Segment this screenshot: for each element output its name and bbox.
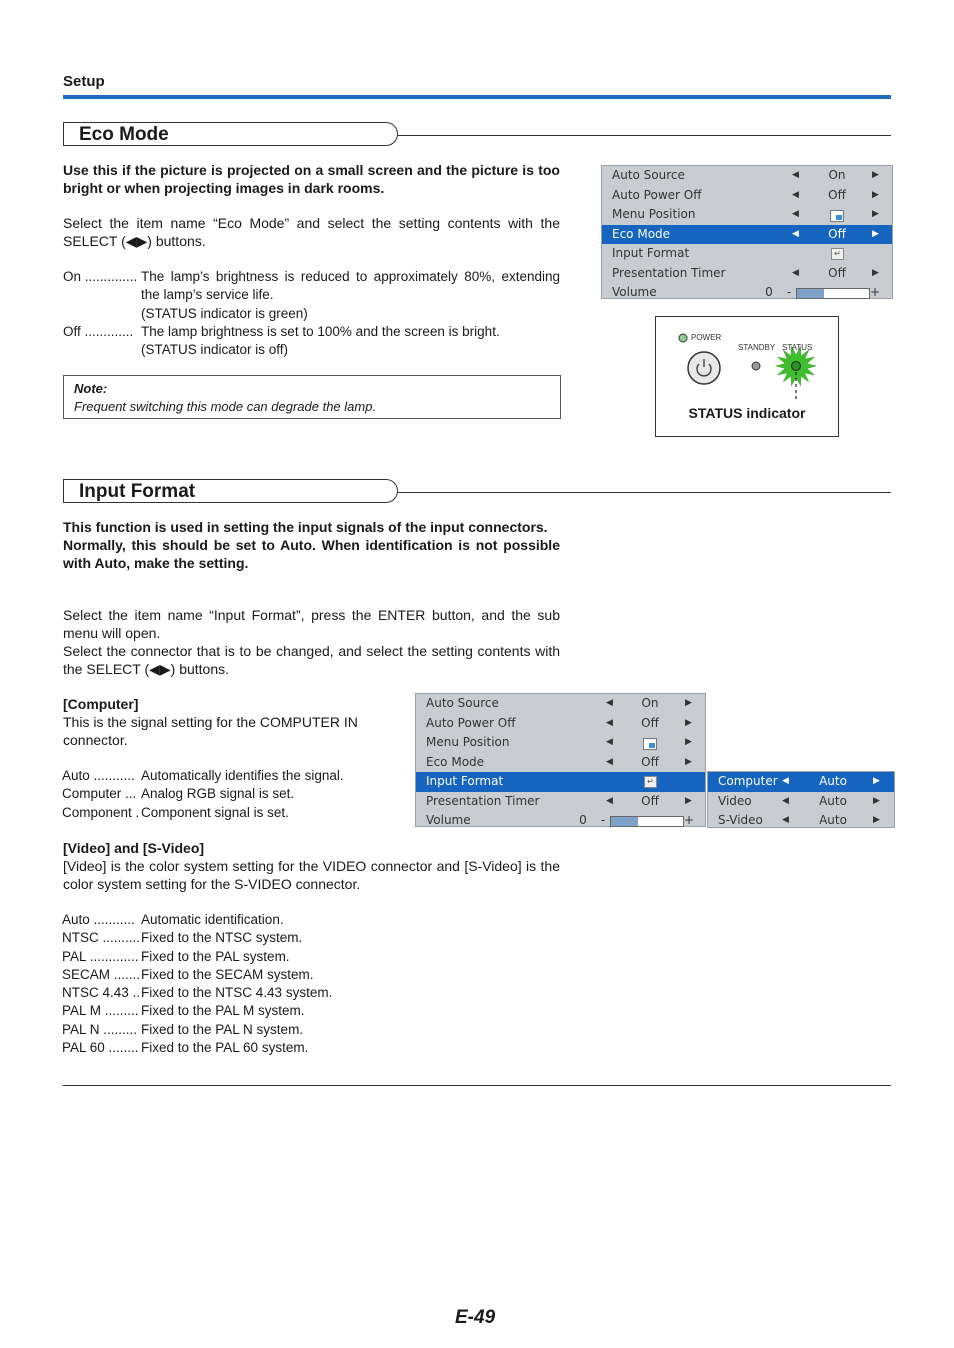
osd-row-value: On xyxy=(641,696,659,710)
option-term: Component . xyxy=(62,804,140,820)
note-label: Note: xyxy=(74,381,108,396)
eco-option-on xyxy=(63,268,560,323)
osd-row-label: Auto Source xyxy=(612,168,685,182)
status-indicator-caption: STATUS indicator xyxy=(688,405,806,421)
option-term: PAL ............. xyxy=(62,948,139,964)
option-term: NTSC .......... xyxy=(62,930,141,946)
power-led-icon xyxy=(679,334,687,342)
page-number: E-49 xyxy=(455,1307,496,1328)
select-right-icon[interactable]: ▶ xyxy=(685,756,692,767)
note-text: Frequent switching this mode can degrade the lamp. xyxy=(74,399,377,414)
select-left-icon[interactable]: ◀ xyxy=(792,267,799,278)
osd-row-label: Volume xyxy=(612,285,657,299)
video-option xyxy=(62,966,402,984)
eco-mode-title-line xyxy=(398,135,891,136)
select-right-icon[interactable]: ▶ xyxy=(872,170,879,180)
option-desc: Fixed to the NTSC 4.43 system. xyxy=(141,985,333,1001)
osd-row-label: Volume xyxy=(426,813,471,827)
video-text: [Video] is the color system setting for the VIDEO connector and [S-Video] is the color system setting for the S-VIDEO connector. xyxy=(63,858,560,892)
computer-text: This is the signal setting for the COMPUTER IN connector. xyxy=(63,714,358,748)
option-desc: Fixed to the PAL system. xyxy=(141,948,290,964)
osd-menu-row[interactable] xyxy=(708,772,894,792)
osd-row-label: Auto Power Off xyxy=(426,715,516,730)
osd-menu-row[interactable] xyxy=(416,792,705,812)
computer-option xyxy=(62,804,402,822)
osd-row-label: Auto Power Off xyxy=(612,187,702,202)
select-left-icon[interactable]: ◀ xyxy=(606,717,613,728)
osd-menu-row[interactable] xyxy=(708,792,894,812)
input-format-title: Input Format xyxy=(63,479,398,503)
option-term: PAL 60 ........ xyxy=(62,1040,139,1056)
status-led-icon xyxy=(792,362,801,371)
eco-option-desc-text: The lamp’s brightness is reduced to approximately 80%, extending the lamp’s service life. xyxy=(141,269,560,303)
video-option xyxy=(62,948,402,966)
option-desc: Fixed to the SECAM system. xyxy=(141,966,314,982)
option-desc: Component signal is set. xyxy=(141,804,289,820)
volume-minus[interactable]: - xyxy=(600,813,606,827)
volume-slider-fill xyxy=(797,289,824,298)
osd-row-value: Off xyxy=(641,715,659,730)
input-format-intro-1: This function is used in setting the input signals of the input connectors. xyxy=(63,519,548,535)
eco-mode-instruction: Select the item name “Eco Mode” and select the setting contents with the SELECT (◀▶) buttons. xyxy=(63,215,560,249)
osd-row-value: On xyxy=(828,168,846,182)
osd-row-value: Auto xyxy=(819,793,847,808)
eco-option-desc xyxy=(141,268,560,323)
select-left-icon[interactable]: ◀ xyxy=(606,698,613,708)
select-left-icon[interactable]: ◀ xyxy=(782,795,789,806)
osd-menu-row[interactable] xyxy=(416,694,705,714)
eco-option-term: Off ............. xyxy=(63,323,134,339)
eco-mode-intro: Use this if the picture is projected on a small screen and the picture is too bright or when projecting images in dark rooms. xyxy=(63,162,560,196)
osd-row-label: S-Video xyxy=(718,813,763,827)
osd-row-label: Computer xyxy=(718,774,778,788)
option-term: NTSC 4.43 .. xyxy=(62,985,141,1001)
select-left-icon[interactable]: ◀ xyxy=(792,170,799,180)
menu-position-icon xyxy=(643,738,657,750)
osd-row-value: Auto xyxy=(819,774,847,788)
volume-value: 0 xyxy=(579,813,587,827)
osd-menu-row[interactable] xyxy=(708,811,894,831)
select-left-icon[interactable]: ◀ xyxy=(606,737,613,747)
power-button-icon xyxy=(688,352,720,384)
video-option xyxy=(62,984,402,1002)
computer-option xyxy=(62,785,402,803)
select-right-icon[interactable]: ▶ xyxy=(872,209,879,219)
select-left-icon[interactable]: ◀ xyxy=(792,228,799,239)
osd-row-label: Presentation Timer xyxy=(612,265,726,280)
select-right-icon[interactable]: ▶ xyxy=(685,698,692,708)
computer-heading: [Computer] xyxy=(63,696,139,712)
osd-menu-row[interactable] xyxy=(602,166,892,186)
option-term: Auto ........... xyxy=(62,912,135,927)
eco-mode-note xyxy=(63,375,561,419)
volume-slider[interactable] xyxy=(796,288,870,299)
standby-led-icon xyxy=(752,362,760,370)
eco-option-sub: (STATUS indicator is green) xyxy=(141,305,308,321)
osd-row-label: Eco Mode xyxy=(426,754,485,769)
enter-icon[interactable]: ↵ xyxy=(644,776,657,788)
header-rule xyxy=(63,95,891,99)
video-option xyxy=(62,929,402,947)
osd-menu-row[interactable] xyxy=(416,811,705,831)
computer-block xyxy=(63,695,403,749)
menu-position-icon xyxy=(830,210,844,222)
select-right-icon[interactable]: ▶ xyxy=(873,776,880,786)
option-term: PAL M ......... xyxy=(62,1003,139,1019)
osd-row-label: Auto Source xyxy=(426,696,499,710)
input-format-instructions xyxy=(63,606,560,678)
option-desc: Analog RGB signal is set. xyxy=(141,786,295,802)
osd-menu-row[interactable] xyxy=(416,733,705,753)
eco-option-off xyxy=(63,323,560,360)
select-right-icon[interactable]: ▶ xyxy=(873,795,880,806)
standby-label: STANDBY xyxy=(738,343,776,352)
power-label: POWER xyxy=(691,333,722,342)
select-right-icon[interactable]: ▶ xyxy=(685,795,692,806)
input-format-title-line xyxy=(398,492,891,493)
select-right-icon[interactable]: ▶ xyxy=(873,815,880,825)
select-right-icon[interactable]: ▶ xyxy=(872,189,879,200)
volume-plus[interactable]: + xyxy=(684,813,695,827)
input-format-instruction-1: Select the item name “Input Format”, press the ENTER button, and the sub menu will open. xyxy=(63,607,560,641)
osd-menu-row[interactable] xyxy=(416,772,705,792)
select-right-icon[interactable]: ▶ xyxy=(872,228,879,239)
eco-option-desc xyxy=(141,323,560,360)
osd-menu-input-format xyxy=(415,693,706,827)
osd-menu-row[interactable] xyxy=(602,244,892,264)
video-option xyxy=(62,1002,402,1020)
input-format-instruction-2: Select the connector that is to be changed, and select the setting contents with the SELECT (◀▶) buttons. xyxy=(63,643,560,677)
osd-row-label: Input Format xyxy=(426,774,504,788)
volume-slider[interactable] xyxy=(610,816,684,827)
osd-row-label: Menu Position xyxy=(612,207,696,221)
osd-menu-row[interactable] xyxy=(416,714,705,734)
osd-row-value: Off xyxy=(828,226,846,241)
select-right-icon[interactable]: ▶ xyxy=(685,717,692,728)
option-term: PAL N ......... xyxy=(62,1021,138,1037)
eco-option-sub: (STATUS indicator is off) xyxy=(141,342,289,358)
osd-menu-row[interactable] xyxy=(602,283,892,303)
eco-option-term: On .............. xyxy=(63,269,138,284)
input-format-intro xyxy=(63,518,560,572)
select-left-icon[interactable]: ◀ xyxy=(606,756,613,767)
select-left-icon[interactable]: ◀ xyxy=(606,795,613,806)
option-desc: Automatic identification. xyxy=(141,912,284,927)
select-left-icon[interactable]: ◀ xyxy=(792,209,799,219)
volume-plus[interactable]: + xyxy=(870,285,881,299)
option-desc: Fixed to the PAL M system. xyxy=(141,1003,305,1019)
input-format-intro-2: Normally, this should be set to Auto. When identification is not possible with Auto, make the setting. xyxy=(63,537,560,571)
osd-row-label: Video xyxy=(718,793,752,808)
osd-menu-row[interactable] xyxy=(602,205,892,225)
option-term: Auto ........... xyxy=(62,768,135,783)
osd-row-value: Off xyxy=(641,793,659,808)
section-header: Setup xyxy=(63,73,105,90)
osd-row-value: Off xyxy=(828,265,846,280)
video-block xyxy=(63,839,560,893)
osd-row-value: Off xyxy=(641,754,659,769)
osd-menu-row[interactable] xyxy=(602,225,892,245)
eco-mode-title: Eco Mode xyxy=(63,122,398,146)
video-option xyxy=(62,1039,402,1057)
osd-row-label: Input Format xyxy=(612,246,690,260)
osd-row-value: Off xyxy=(828,187,846,202)
select-right-icon[interactable]: ▶ xyxy=(685,737,692,747)
osd-menu-eco xyxy=(601,165,893,299)
select-right-icon[interactable]: ▶ xyxy=(872,267,879,278)
osd-row-value: Auto xyxy=(819,813,847,827)
option-desc: Fixed to the PAL 60 system. xyxy=(141,1040,309,1056)
option-term: Computer ... xyxy=(62,786,137,802)
video-option xyxy=(62,1021,402,1039)
video-options xyxy=(62,911,402,1057)
status-label: STATUS xyxy=(782,343,813,352)
option-desc: Fixed to the PAL N system. xyxy=(141,1021,304,1037)
volume-value: 0 xyxy=(765,285,773,299)
option-term: SECAM ....... xyxy=(62,966,141,982)
enter-icon[interactable]: ↵ xyxy=(831,248,844,260)
volume-minus[interactable]: - xyxy=(786,285,792,299)
osd-menu-row[interactable] xyxy=(602,186,892,206)
video-heading: [Video] and [S-Video] xyxy=(63,840,205,856)
option-desc: Automatically identifies the signal. xyxy=(141,768,344,783)
select-left-icon[interactable]: ◀ xyxy=(782,776,789,786)
osd-row-label: Menu Position xyxy=(426,735,510,749)
select-left-icon[interactable]: ◀ xyxy=(782,815,789,825)
select-left-icon[interactable]: ◀ xyxy=(792,189,799,200)
computer-option xyxy=(62,767,402,785)
osd-menu-row[interactable] xyxy=(416,753,705,773)
computer-options xyxy=(62,767,402,822)
volume-slider-fill xyxy=(611,817,638,826)
status-indicator-panel xyxy=(655,316,839,437)
option-desc: Fixed to the NTSC system. xyxy=(141,930,303,946)
osd-row-label: Eco Mode xyxy=(612,226,671,241)
osd-menu-row[interactable] xyxy=(602,264,892,284)
osd-row-label: Presentation Timer xyxy=(426,793,540,808)
osd-submenu-input-format xyxy=(707,771,895,828)
eco-option-desc-text: The lamp brightness is set to 100% and the screen is bright. xyxy=(141,323,500,339)
eco-mode-options xyxy=(63,268,560,359)
video-option xyxy=(62,911,402,929)
bottom-rule xyxy=(63,1085,891,1086)
